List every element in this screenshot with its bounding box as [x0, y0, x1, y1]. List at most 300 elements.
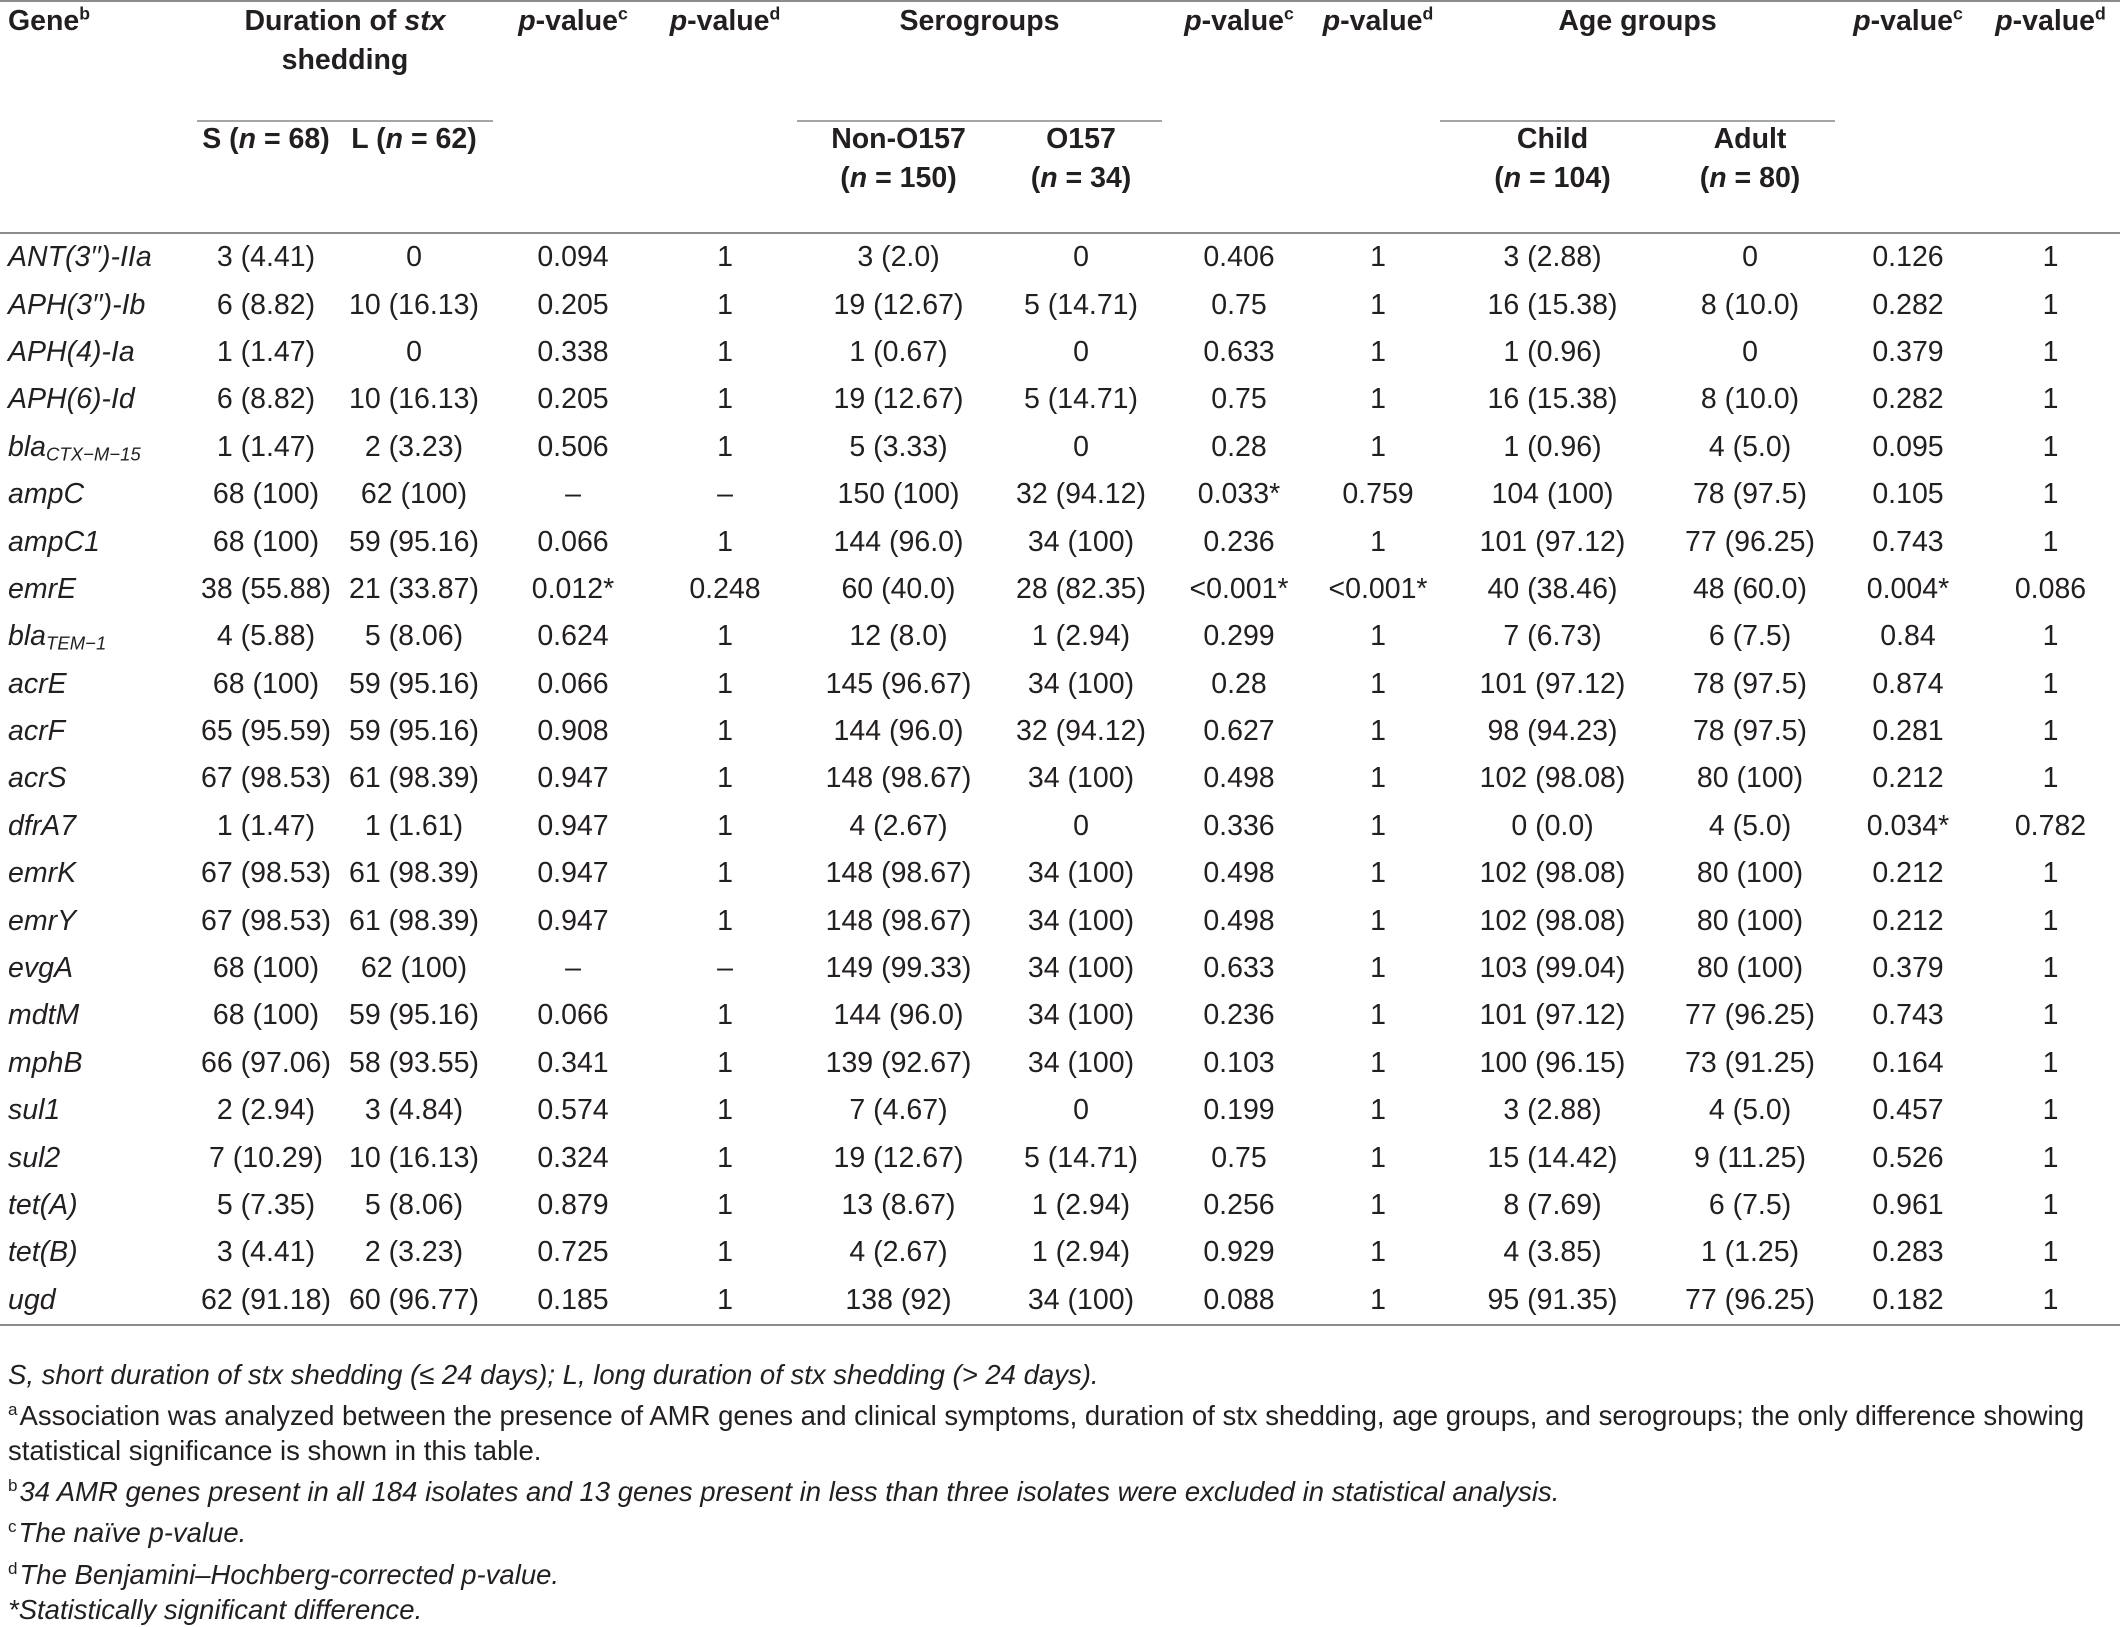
- short-duration-cell: 5 (7.35): [216, 1189, 316, 1221]
- table-row: [0, 1182, 2120, 1229]
- adult-cell: 80 (100): [1696, 857, 1804, 890]
- pvalue-c-duration-cell: 0.574: [537, 1094, 609, 1127]
- adult-cell: 80 (100): [1696, 762, 1804, 795]
- short-duration-cell: 67 (98.53): [201, 762, 331, 795]
- footnote-b: $^b$34 AMR genes present in all 184 isolates and 13 genes present in less than three isolates were excluded in statistical analysis.: [8, 1476, 1560, 1508]
- o157-cell: 34 (100): [1027, 904, 1135, 937]
- pvalue-d-duration-cell: 1: [717, 430, 733, 463]
- gene-name-cell: ugd: [8, 1283, 56, 1316]
- pvalue-c-serogroups-cell: 0.236: [1203, 999, 1275, 1032]
- pvalue-d-duration-cell: 1: [717, 1141, 733, 1174]
- pvalue-c-age-cell: 0.743: [1872, 525, 1944, 558]
- non-o157-cell: 12 (8.0): [849, 620, 948, 653]
- pvalue-d-serogroups-cell: 1: [1370, 952, 1386, 985]
- adult-cell: 77 (96.25): [1685, 1283, 1815, 1316]
- pvalue-c-serogroups-cell: 0.75: [1211, 383, 1267, 416]
- pvalue-d-age-cell: 0.086: [2014, 572, 2087, 605]
- pvalue-d-age-cell: 1: [2042, 952, 2059, 985]
- pvalue-c-serogroups-cell: 0.929: [1203, 1236, 1275, 1269]
- o157-cell: 0: [1073, 241, 1089, 274]
- gene-name-cell: evgA: [8, 952, 73, 985]
- gene-name-cell: ampC1: [8, 525, 100, 558]
- pvalue-c-age-cell: 0.743: [1872, 999, 1944, 1032]
- table-row: [0, 755, 2120, 802]
- o157-cell: 34 (100): [1027, 525, 1135, 558]
- pvalue-d-age-cell: 1: [2042, 1094, 2059, 1127]
- adult-cell: 1 (1.25): [1700, 1236, 1800, 1269]
- child-cell: 15 (14.42): [1487, 1141, 1618, 1174]
- pvalue-c-duration-cell: 0.324: [537, 1141, 609, 1174]
- pvalue-c-age-cell: 0.961: [1872, 1189, 1944, 1221]
- pvalue-c-duration-cell: 0.066: [537, 999, 609, 1032]
- short-duration-cell: 1 (1.47): [216, 335, 316, 368]
- child-cell: 95 (91.35): [1487, 1283, 1618, 1316]
- o157-cell: 5 (14.71): [1023, 383, 1139, 416]
- pvalue-d-duration-cell: –: [717, 952, 733, 985]
- child-cell: 3 (2.88): [1503, 241, 1602, 274]
- adult-cell: 8 (10.0): [1700, 288, 1800, 321]
- short-duration-cell: 67 (98.53): [201, 857, 331, 890]
- child-cell: 100 (96.15): [1479, 1046, 1626, 1079]
- gene-name-cell: acrE: [8, 667, 67, 700]
- table-row: [0, 661, 2120, 708]
- adult-cell: 78 (97.5): [1692, 478, 1808, 511]
- pvalue-c-age-cell: 0.874: [1872, 667, 1944, 700]
- pvalue-c-serogroups-cell: 0.498: [1203, 904, 1275, 937]
- long-duration-cell: 0: [406, 241, 422, 274]
- pvalue-d-serogroups-cell: 1: [1370, 809, 1386, 842]
- short-duration-cell: 68 (100): [212, 525, 320, 558]
- pvalue-d-serogroups-cell: 1: [1370, 430, 1386, 463]
- child-cell: 101 (97.12): [1479, 525, 1626, 558]
- pvalue-c-duration-cell: 0.094: [537, 241, 609, 274]
- table-row: [0, 424, 2120, 471]
- table-row: [0, 613, 2120, 660]
- short-duration-cell: 7 (10.29): [208, 1141, 324, 1174]
- table-row: [0, 945, 2120, 992]
- footnote-abbreviations: S, short duration of stx shedding (≤ 24 days); L, long duration of stx shedding (> 24 days).: [8, 1359, 1099, 1390]
- o157-cell: 34 (100): [1027, 667, 1135, 700]
- pvalue-c-serogroups-cell: <0.001*: [1189, 572, 1289, 605]
- pvalue-d-serogroups-cell: 1: [1370, 1046, 1386, 1079]
- gene-name-cell: mdtM: [8, 999, 80, 1032]
- non-o157-header: Non-O157 (n = 150): [831, 123, 966, 194]
- table-row: [0, 850, 2120, 897]
- pvalue-c-age-cell: 0.526: [1872, 1141, 1944, 1174]
- long-duration-cell: 2 (3.23): [364, 430, 464, 463]
- short-duration-cell: 6 (8.82): [216, 383, 316, 416]
- short-duration-cell: 38 (55.88): [201, 572, 331, 605]
- non-o157-cell: 144 (96.0): [833, 525, 964, 558]
- pvalue-d-age-cell: 1: [2042, 241, 2059, 274]
- o157-cell: 0: [1073, 430, 1089, 463]
- adult-cell: 8 (10.0): [1700, 383, 1800, 416]
- table-row: [0, 281, 2120, 328]
- table-row: [0, 1229, 2120, 1276]
- pvalue-d-header-duration: p-value$^d$: [669, 3, 781, 37]
- gene-name-cell: sul2: [8, 1141, 61, 1174]
- pvalue-c-serogroups-cell: 0.28: [1211, 667, 1267, 700]
- pvalue-d-duration-cell: 1: [717, 620, 733, 653]
- gene-name-cell: ampC: [8, 478, 85, 511]
- long-duration-cell: 10 (16.13): [349, 383, 479, 416]
- pvalue-d-age-cell: 1: [2042, 667, 2059, 700]
- child-cell: 16 (15.38): [1487, 383, 1618, 416]
- gene-name-cell: APH(4)-Ia: [8, 335, 135, 368]
- pvalue-c-serogroups-cell: 0.199: [1203, 1094, 1275, 1127]
- pvalue-c-header-duration: p-value$^c$: [518, 3, 628, 37]
- adult-cell: 78 (97.5): [1692, 667, 1808, 700]
- table-row: [0, 708, 2120, 755]
- pvalue-d-serogroups-cell: 1: [1370, 383, 1386, 416]
- pvalue-c-age-cell: 0.212: [1872, 904, 1944, 937]
- table-body: [0, 234, 2120, 1325]
- long-duration-cell: 5 (8.06): [364, 1189, 464, 1221]
- short-duration-cell: 3 (4.41): [216, 241, 316, 274]
- long-duration-cell: 10 (16.13): [349, 288, 479, 321]
- gene-name-cell: acrS: [8, 762, 67, 795]
- table-row: [0, 234, 2120, 281]
- long-duration-cell: 21 (33.87): [349, 572, 479, 605]
- non-o157-cell: 19 (12.67): [833, 288, 964, 321]
- table-row: [0, 471, 2120, 518]
- adult-cell: 77 (96.25): [1685, 999, 1815, 1032]
- pvalue-c-duration-cell: 0.947: [537, 762, 609, 795]
- long-duration-cell: 62 (100): [360, 952, 468, 985]
- pvalue-d-serogroups-cell: 1: [1370, 620, 1386, 653]
- pvalue-c-serogroups-cell: 0.406: [1203, 241, 1275, 274]
- pvalue-c-serogroups-cell: 0.088: [1203, 1283, 1275, 1316]
- pvalue-d-serogroups-cell: 1: [1370, 715, 1386, 748]
- long-duration-header: L (n = 62): [351, 123, 477, 155]
- o157-cell: 1 (2.94): [1031, 1189, 1131, 1221]
- pvalue-d-age-cell: 1: [2042, 430, 2059, 463]
- pvalue-c-serogroups-cell: 0.103: [1203, 1046, 1275, 1079]
- pvalue-d-age-cell: 1: [2042, 525, 2059, 558]
- pvalue-d-duration-cell: 1: [717, 715, 733, 748]
- adult-cell: 6 (7.5): [1708, 620, 1792, 653]
- long-duration-cell: 59 (95.16): [349, 667, 479, 700]
- pvalue-d-serogroups-cell: 1: [1370, 1189, 1386, 1221]
- pvalue-c-age-cell: 0.282: [1872, 383, 1944, 416]
- non-o157-cell: 145 (96.67): [825, 667, 972, 700]
- pvalue-d-serogroups-cell: 1: [1370, 288, 1386, 321]
- adult-cell: 0: [1742, 241, 1758, 274]
- pvalue-d-duration-cell: 1: [717, 667, 733, 700]
- long-duration-cell: 60 (96.77): [349, 1283, 479, 1316]
- gene-name-cell: tet(B): [8, 1236, 78, 1269]
- gene-name-cell: ANT(3′′)-IIa: [8, 241, 152, 274]
- non-o157-cell: 144 (96.0): [833, 999, 964, 1032]
- footnote-c: $^c$The naïve p-value.: [8, 1517, 247, 1549]
- pvalue-d-serogroups-cell: 1: [1370, 525, 1386, 558]
- o157-cell: 28 (82.35): [1016, 572, 1146, 605]
- o157-cell: 0: [1073, 1094, 1089, 1127]
- short-duration-cell: 2 (2.94): [216, 1094, 316, 1127]
- pvalue-c-duration-cell: 0.205: [537, 383, 609, 416]
- table-row: [0, 1040, 2120, 1087]
- pvalue-c-age-cell: 0.004*: [1866, 572, 1950, 605]
- pvalue-d-header-age: p-value$^d$: [1995, 3, 2106, 37]
- non-o157-cell: 150 (100): [837, 478, 960, 511]
- pvalue-d-age-cell: 1: [2042, 1046, 2059, 1079]
- pvalue-c-age-cell: 0.164: [1872, 1046, 1944, 1079]
- pvalue-c-serogroups-cell: 0.28: [1211, 430, 1267, 463]
- pvalue-d-duration-cell: –: [717, 478, 733, 511]
- pvalue-c-age-cell: 0.379: [1872, 335, 1944, 368]
- pvalue-d-age-cell: 1: [2042, 1236, 2059, 1269]
- pvalue-c-age-cell: 0.212: [1872, 857, 1944, 890]
- o157-cell: 32 (94.12): [1016, 478, 1146, 511]
- non-o157-cell: 60 (40.0): [841, 572, 956, 605]
- o157-cell: 1 (2.94): [1031, 620, 1131, 653]
- pvalue-c-age-cell: 0.095: [1872, 430, 1944, 463]
- pvalue-d-duration-cell: 1: [717, 1094, 733, 1127]
- pvalue-c-duration-cell: 0.338: [537, 335, 609, 368]
- pvalue-d-age-cell: 1: [2042, 904, 2059, 937]
- long-duration-cell: 62 (100): [360, 478, 468, 511]
- gene-name-cell: emrE: [8, 572, 77, 605]
- age-groups-header: Age groups: [1440, 2, 1835, 120]
- adult-cell: 48 (60.0): [1692, 572, 1808, 605]
- short-duration-cell: 65 (95.59): [201, 715, 331, 748]
- pvalue-c-age-cell: 0.84: [1880, 620, 1936, 653]
- pvalue-c-duration-cell: 0.185: [537, 1283, 609, 1316]
- long-duration-cell: 61 (98.39): [349, 762, 479, 795]
- pvalue-c-age-cell: 0.212: [1872, 762, 1944, 795]
- child-cell: 7 (6.73): [1503, 620, 1602, 653]
- pvalue-d-age-cell: 0.782: [2014, 809, 2087, 842]
- adult-cell: 4 (5.0): [1708, 809, 1792, 842]
- table-row: [0, 1134, 2120, 1181]
- non-o157-cell: 144 (96.0): [833, 715, 964, 748]
- table-row: [0, 1087, 2120, 1134]
- non-o157-cell: 148 (98.67): [825, 857, 972, 890]
- child-cell: 102 (98.08): [1479, 857, 1626, 890]
- short-duration-cell: 6 (8.82): [216, 288, 316, 321]
- short-duration-header: S (n = 68): [202, 123, 330, 155]
- o157-cell: 32 (94.12): [1016, 715, 1146, 748]
- short-duration-cell: 68 (100): [212, 952, 320, 985]
- table-row: [0, 803, 2120, 850]
- pvalue-d-serogroups-cell: 1: [1370, 1283, 1386, 1316]
- pvalue-d-age-cell: 1: [2042, 857, 2059, 890]
- long-duration-cell: 1 (1.61): [364, 809, 464, 842]
- table-row: [0, 992, 2120, 1039]
- pvalue-d-age-cell: 1: [2042, 999, 2059, 1032]
- adult-cell: 6 (7.5): [1708, 1189, 1792, 1221]
- adult-cell: 77 (96.25): [1685, 525, 1815, 558]
- pvalue-c-serogroups-cell: 0.75: [1211, 1141, 1267, 1174]
- long-duration-cell: 59 (95.16): [349, 715, 479, 748]
- pvalue-d-age-cell: 1: [2042, 383, 2059, 416]
- short-duration-cell: 68 (100): [212, 667, 320, 700]
- gene-name-cell: emrK: [8, 857, 77, 890]
- long-duration-cell: 2 (3.23): [364, 1236, 464, 1269]
- short-duration-cell: 68 (100): [212, 999, 320, 1032]
- pvalue-d-age-cell: 1: [2042, 335, 2059, 368]
- o157-cell: 0: [1073, 809, 1089, 842]
- adult-cell: 80 (100): [1696, 904, 1804, 937]
- pvalue-d-duration-cell: 1: [717, 1283, 733, 1316]
- pvalue-c-duration-cell: 0.066: [537, 525, 609, 558]
- pvalue-c-serogroups-cell: 0.033*: [1197, 478, 1281, 511]
- pvalue-c-serogroups-cell: 0.336: [1203, 809, 1275, 842]
- child-header: Child (n = 104): [1494, 123, 1611, 194]
- o157-cell: 34 (100): [1027, 1046, 1135, 1079]
- non-o157-cell: 3 (2.0): [857, 241, 940, 274]
- gene-name-cell: sul1: [8, 1094, 61, 1127]
- pvalue-d-serogroups-cell: 1: [1370, 857, 1386, 890]
- o157-cell: 34 (100): [1027, 1283, 1135, 1316]
- pvalue-c-serogroups-cell: 0.236: [1203, 525, 1275, 558]
- long-duration-cell: 58 (93.55): [349, 1046, 479, 1079]
- child-cell: 16 (15.38): [1487, 288, 1618, 321]
- pvalue-c-header-age: p-value$^c$: [1853, 3, 1963, 37]
- o157-header: O157 (n = 34): [1030, 123, 1132, 194]
- non-o157-cell: 149 (99.33): [825, 952, 972, 985]
- pvalue-d-serogroups-cell: 0.759: [1342, 478, 1414, 511]
- long-duration-cell: 61 (98.39): [349, 904, 479, 937]
- pvalue-c-serogroups-cell: 0.299: [1203, 620, 1275, 653]
- pvalue-c-duration-cell: 0.725: [537, 1236, 609, 1269]
- pvalue-d-duration-cell: 1: [717, 857, 733, 890]
- non-o157-cell: 7 (4.67): [849, 1094, 948, 1127]
- pvalue-d-serogroups-cell: <0.001*: [1328, 572, 1428, 605]
- non-o157-cell: 19 (12.67): [833, 383, 964, 416]
- pvalue-c-duration-cell: 0.205: [537, 288, 609, 321]
- child-cell: 8 (7.69): [1503, 1189, 1602, 1221]
- short-duration-cell: 4 (5.88): [216, 620, 316, 653]
- pvalue-c-serogroups-cell: 0.633: [1203, 335, 1275, 368]
- gene-name-cell: APH(3′′)-Ib: [8, 288, 146, 321]
- serogroups-group-header: Serogroups: [797, 2, 1162, 120]
- long-duration-cell: 61 (98.39): [349, 857, 479, 890]
- gene-name-cell: bla$_{CTX-M-15}$: [8, 430, 141, 465]
- long-duration-cell: 5 (8.06): [364, 620, 464, 653]
- o157-cell: 5 (14.71): [1023, 1141, 1139, 1174]
- pvalue-c-age-cell: 0.281: [1872, 715, 1944, 748]
- pvalue-c-serogroups-cell: 0.498: [1203, 857, 1275, 890]
- pvalue-c-duration-cell: 0.341: [537, 1046, 609, 1079]
- pvalue-d-duration-cell: 1: [717, 1189, 733, 1221]
- gene-name-cell: emrY: [8, 904, 77, 937]
- adult-cell: 9 (11.25): [1694, 1141, 1806, 1174]
- pvalue-d-serogroups-cell: 1: [1370, 1236, 1386, 1269]
- adult-cell: 4 (5.0): [1708, 1094, 1792, 1127]
- pvalue-d-duration-cell: 1: [717, 999, 733, 1032]
- pvalue-d-age-cell: 1: [2042, 1189, 2059, 1221]
- o157-cell: 0: [1073, 335, 1089, 368]
- footnote-significance: *Statistically significant difference.: [8, 1593, 423, 1625]
- pvalue-c-duration-cell: 0.066: [537, 667, 609, 700]
- pvalue-d-age-cell: 1: [2042, 715, 2059, 748]
- gene-name-cell: dfrA7: [8, 809, 77, 842]
- non-o157-cell: 139 (92.67): [825, 1046, 972, 1079]
- short-duration-cell: 66 (97.06): [201, 1046, 331, 1079]
- adult-cell: 78 (97.5): [1692, 715, 1808, 748]
- adult-cell: 4 (5.0): [1708, 430, 1792, 463]
- pvalue-c-duration-cell: –: [565, 952, 581, 985]
- pvalue-c-duration-cell: 0.908: [537, 715, 609, 748]
- pvalue-d-serogroups-cell: 1: [1370, 241, 1386, 274]
- pvalue-c-header-serogroups: p-value$^c$: [1184, 3, 1294, 37]
- pvalue-d-header-serogroups: p-value$^d$: [1322, 3, 1434, 37]
- pvalue-c-serogroups-cell: 0.75: [1211, 288, 1267, 321]
- child-cell: 104 (100): [1491, 478, 1614, 511]
- long-duration-cell: 59 (95.16): [349, 525, 479, 558]
- pvalue-c-age-cell: 0.457: [1872, 1094, 1944, 1127]
- pvalue-c-age-cell: 0.379: [1872, 952, 1944, 985]
- non-o157-cell: 5 (3.33): [849, 430, 948, 463]
- non-o157-cell: 148 (98.67): [825, 904, 972, 937]
- pvalue-c-age-cell: 0.282: [1872, 288, 1944, 321]
- pvalue-d-age-cell: 1: [2042, 288, 2059, 321]
- o157-cell: 34 (100): [1027, 999, 1135, 1032]
- non-o157-cell: 138 (92): [845, 1283, 952, 1316]
- pvalue-c-duration-cell: 0.947: [537, 809, 609, 842]
- pvalue-c-age-cell: 0.105: [1872, 478, 1944, 511]
- child-cell: 3 (2.88): [1503, 1094, 1602, 1127]
- pvalue-d-serogroups-cell: 1: [1370, 999, 1386, 1032]
- adult-cell: 80 (100): [1696, 952, 1804, 985]
- child-cell: 102 (98.08): [1479, 762, 1626, 795]
- non-o157-cell: 13 (8.67): [841, 1189, 956, 1221]
- long-duration-cell: 3 (4.84): [364, 1094, 464, 1127]
- adult-cell: 0: [1742, 335, 1758, 368]
- child-cell: 1 (0.96): [1503, 335, 1602, 368]
- pvalue-d-age-cell: 1: [2042, 762, 2059, 795]
- pvalue-d-serogroups-cell: 1: [1370, 762, 1386, 795]
- pvalue-c-age-cell: 0.182: [1872, 1283, 1944, 1316]
- pvalue-d-duration-cell: 1: [717, 525, 733, 558]
- o157-cell: 5 (14.71): [1023, 288, 1139, 321]
- pvalue-d-duration-cell: 1: [717, 762, 733, 795]
- short-duration-cell: 1 (1.47): [216, 809, 316, 842]
- pvalue-c-serogroups-cell: 0.256: [1203, 1189, 1275, 1221]
- non-o157-cell: 19 (12.67): [833, 1141, 964, 1174]
- pvalue-d-duration-cell: 1: [717, 809, 733, 842]
- gene-name-cell: tet(A): [8, 1189, 78, 1221]
- pvalue-d-age-cell: 1: [2042, 1141, 2059, 1174]
- pvalue-c-duration-cell: 0.506: [537, 430, 609, 463]
- pvalue-c-duration-cell: –: [565, 478, 581, 511]
- long-duration-cell: 59 (95.16): [349, 999, 479, 1032]
- gene-column-header: Gene$^b$: [8, 3, 91, 37]
- pvalue-c-duration-cell: 0.879: [537, 1189, 609, 1221]
- child-cell: 98 (94.23): [1487, 715, 1618, 748]
- child-cell: 101 (97.12): [1479, 667, 1626, 700]
- pvalue-d-duration-cell: 1: [717, 241, 733, 274]
- short-duration-cell: 67 (98.53): [201, 904, 331, 937]
- short-duration-cell: 62 (91.18): [201, 1283, 331, 1316]
- short-duration-cell: 3 (4.41): [216, 1236, 316, 1269]
- pvalue-c-duration-cell: 0.624: [537, 620, 609, 653]
- child-cell: 102 (98.08): [1479, 904, 1626, 937]
- footnote-a: $^a$Association was analyzed between the presence of AMR genes and clinical symptoms, duration of stx shedding, age groups, and serogroups; the only difference showing statistical significance is shown in this table.: [8, 1400, 2085, 1467]
- pvalue-c-age-cell: 0.283: [1872, 1236, 1944, 1269]
- pvalue-d-serogroups-cell: 1: [1370, 904, 1386, 937]
- pvalue-d-serogroups-cell: 1: [1370, 667, 1386, 700]
- pvalue-c-duration-cell: 0.947: [537, 904, 609, 937]
- pvalue-c-serogroups-cell: 0.627: [1203, 715, 1275, 748]
- o157-cell: 34 (100): [1027, 952, 1135, 985]
- child-cell: 1 (0.96): [1503, 430, 1602, 463]
- pvalue-d-duration-cell: 1: [717, 1046, 733, 1079]
- pvalue-d-age-cell: 1: [2042, 620, 2059, 653]
- table-row: [0, 897, 2120, 944]
- child-cell: 101 (97.12): [1479, 999, 1626, 1032]
